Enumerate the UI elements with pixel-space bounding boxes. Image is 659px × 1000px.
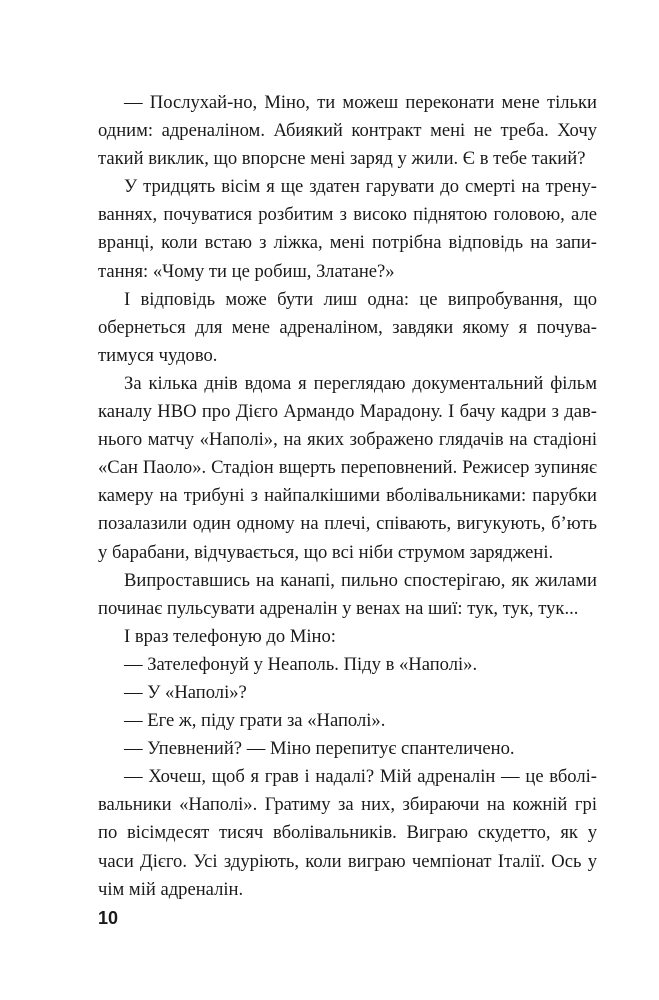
page-number: 10 <box>98 908 119 928</box>
paragraph: За кілька днів вдома я переглядаю документальний фільм каналу HBO про Дієго Армандо Марадону. І бачу кадри з давнього матчу «Наполі», на яких зображено глядачів на стадіоні «Сан Паоло». Стадіон вщерть переповнений. Режисер зупиняє камеру на трибуні з найпалкішими вболівальниками: парубки позалазили один одному на плечі, співають, вигукують, б’ють у барабани, відчувається, що всі ніби струмом заряджені. <box>98 372 597 563</box>
paragraph: І відповідь може бути лиш одна: це випробування, що обернеться для мене адреналіном, завдяки якому я почуватимуся чудово. <box>98 288 597 366</box>
body-text <box>98 89 597 904</box>
paragraph: — Зателефонуй у Неаполь. Піду в «Наполі». <box>124 653 478 675</box>
paragraph: — Упевнений? — Міно перепитує спантеличено. <box>124 738 515 760</box>
paragraph: — Послухай-но, Міно, ти можеш переконати мене тільки одним: адреналіном. Абиякий контракт мені не треба. Хочу такий виклик, що впорсне мені заряд у жили. Є в тебе такий? <box>98 92 597 170</box>
paragraph: І враз телефоную до Міно: <box>124 625 336 647</box>
paragraph: У тридцять вісім я ще здатен гарувати до смерті на тренуваннях, почуватися розбитим з високо піднятою головою, але вранці, коли встаю з ліжка, мені потрібна відповідь на запитання: «Чому ти це робиш, Златане?» <box>98 176 597 282</box>
paragraph: Випроставшись на канапі, пильно спостерігаю, як жилами починає пульсувати адреналін у венах на шиї: тук, тук, тук... <box>98 569 597 619</box>
paragraph: — Хочеш, щоб я грав і надалі? Мій адреналін — це вболівальники «Наполі». Гратиму за них, збираючи на кожній грі по вісімдесят тисяч вболівальників. Виграю скудетто, як у часи Дієго. Усі здуріють, коли виграю чемпіонат Італії. Ось у чім мій адреналін. <box>98 766 597 900</box>
paragraph: — У «Наполі»? <box>124 681 247 703</box>
paragraph: — Еге ж, піду грати за «Наполі». <box>124 710 386 732</box>
